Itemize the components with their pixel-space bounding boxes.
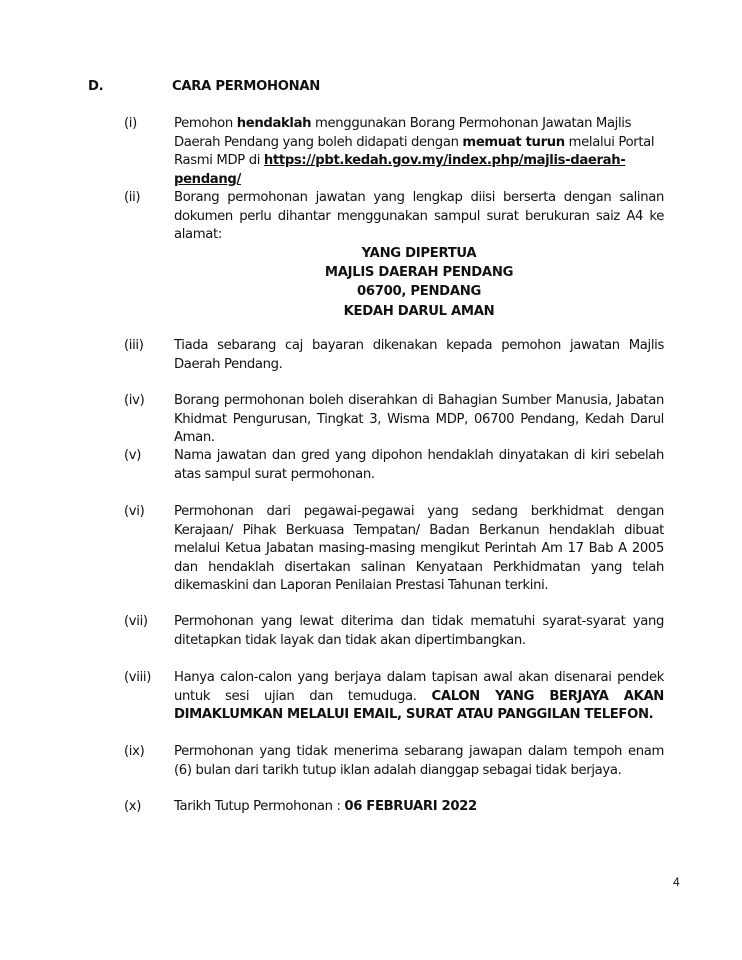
item-number: (vii) (124, 614, 148, 629)
portal-link[interactable]: https://pbt.kedah.gov.my/index.php/majlis-daerah-pendang/ (174, 153, 626, 187)
item-text: Hanya calon-calon yang berjaya dalam tapisan awal akan disenarai pendek untuk sesi ujian dan temuduga. CALON YANG BERJAYA AKAN DIMAKLUMKAN MELALUI EMAIL, SURAT ATAU PANGGILAN TELEFON. (174, 670, 664, 722)
list-item (124, 798, 664, 817)
item-text: Borang permohonan jawatan yang lengkap diisi berserta dengan salinan dokumen perlu dihantar menggunakan sampul surat berukuran saiz A4 ke alamat: (174, 190, 664, 242)
list-item (124, 447, 664, 484)
list-item (124, 669, 664, 725)
item-text: Permohonan yang lewat diterima dan tidak mematuhi syarat-syarat yang ditetapkan tidak layak dan tidak akan dipertimbangkan. (174, 614, 664, 648)
item-text: Tiada sebarang caj bayaran dikenakan kepada pemohon jawatan Majlis Daerah Pendang. (174, 338, 664, 372)
item-number: (ii) (124, 190, 141, 205)
section-heading (88, 79, 320, 94)
list-item (124, 613, 664, 650)
item-text: Borang permohonan boleh diserahkan di Bahagian Sumber Manusia, Jabatan Khidmat Pengurusan, Tingkat 3, Wisma MDP, 06700 Pendang, Kedah Darul Aman. (174, 393, 664, 445)
item-number: (x) (124, 799, 142, 814)
closing-date: 06 FEBRUARI 2022 (344, 799, 477, 814)
list-item (124, 743, 664, 780)
section-letter: D. (88, 79, 104, 94)
item-number: (iii) (124, 338, 144, 353)
item-number: (vi) (124, 504, 145, 519)
address-block (174, 244, 664, 321)
list-item (124, 392, 664, 448)
section-title: CARA PERMOHONAN (172, 79, 321, 94)
list-item (124, 189, 664, 245)
address-line: YANG DIPERTUA (361, 246, 477, 261)
address-line: 06700, PENDANG (356, 284, 481, 300)
address-line: KEDAH DARUL AMAN (343, 303, 495, 319)
item-number: (i) (124, 116, 137, 131)
item-number: (iv) (124, 393, 145, 408)
list-item (124, 503, 664, 596)
address-line: MAJLIS DAERAH PENDANG (324, 265, 514, 281)
item-text: Permohonan yang tidak menerima sebarang jawapan dalam tempoh enam (6) bulan dari tarikh tutup iklan adalah dianggap sebagai tidak berjaya. (174, 744, 664, 778)
item-text: Permohonan dari pegawai-pegawai yang sedang berkhidmat dengan Kerajaan/ Pihak Berkuasa Tempatan/ Badan Berkanun hendaklah dibuat melalui Ketua Jabatan masing-masing mengikut Perintah Am 17 Bab A 2005 dan hendaklah disertakan salinan Kenyataan Perkhidmatan yang telah dikemaskini dan Laporan Penilaian Prestasi Tahunan terkini. (174, 504, 664, 593)
item-text: Tarikh Tutup Permohonan : 06 FEBRUARI 2022 (174, 799, 477, 814)
list-item (124, 115, 664, 189)
item-number: (v) (124, 448, 142, 463)
list-item (124, 337, 664, 374)
item-text: Nama jawatan dan gred yang dipohon hendaklah dinyatakan di kiri sebelah atas sampul surat permohonan. (174, 448, 664, 482)
page-number: 4 (673, 875, 680, 889)
item-text: Pemohon hendaklah menggunakan Borang Permohonan Jawatan Majlis Daerah Pendang yang boleh didapati dengan memuat turun melalui Portal Rasmi MDP di https://pbt.kedah.gov.my/index.php/majlis-daerah-pendang/ (174, 116, 655, 187)
item-number: (viii) (124, 670, 151, 685)
item-number: (ix) (124, 744, 145, 759)
